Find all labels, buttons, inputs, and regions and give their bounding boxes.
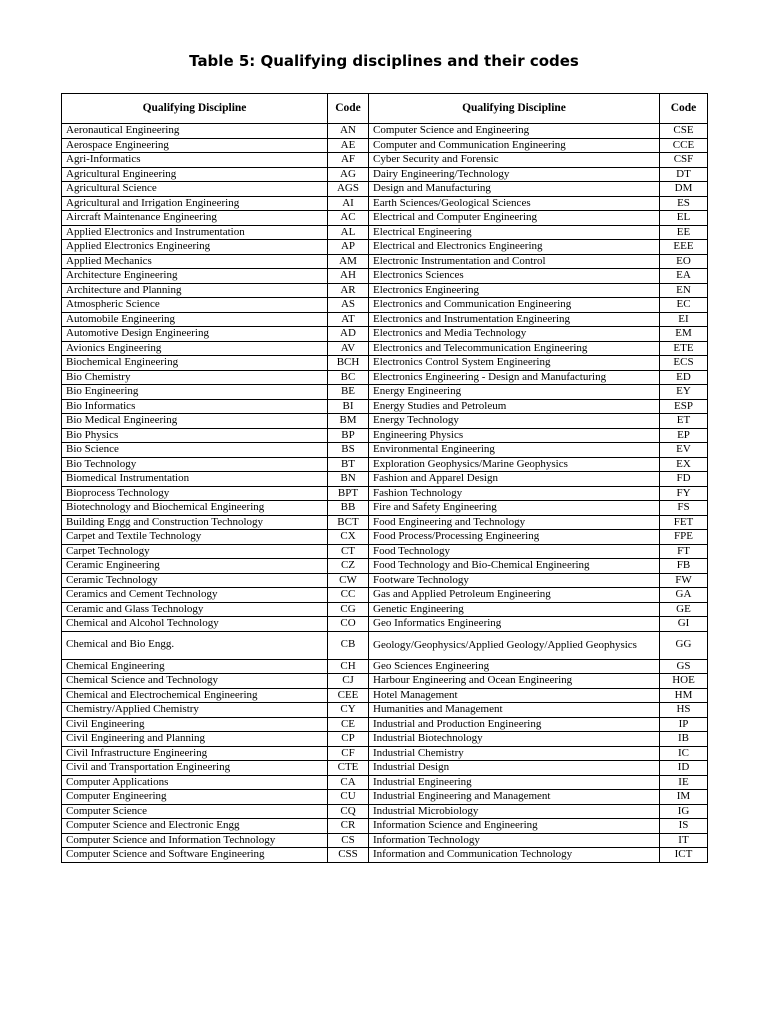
cell-code-left: CR [328, 819, 369, 834]
cell-discipline-right: Information Science and Engineering [369, 819, 660, 834]
cell-discipline-left: Aircraft Maintenance Engineering [62, 211, 328, 226]
cell-code-right: FW [660, 573, 708, 588]
table-row [62, 559, 708, 574]
cell-code-left: AGS [328, 182, 369, 197]
cell-discipline-left: Architecture Engineering [62, 269, 328, 284]
cell-code-left: BPT [328, 486, 369, 501]
table-row [62, 732, 708, 747]
cell-code-right: EE [660, 225, 708, 240]
cell-code-left: BCH [328, 356, 369, 371]
table-row [62, 312, 708, 327]
cell-code-right: FD [660, 472, 708, 487]
cell-discipline-left: Agricultural Science [62, 182, 328, 197]
cell-code-left: AG [328, 167, 369, 182]
cell-code-right: EN [660, 283, 708, 298]
cell-discipline-left: Civil Infrastructure Engineering [62, 746, 328, 761]
cell-code-right: HM [660, 688, 708, 703]
cell-discipline-left: Bio Technology [62, 457, 328, 472]
cell-discipline-left: Ceramic and Glass Technology [62, 602, 328, 617]
table-row [62, 182, 708, 197]
cell-discipline-right: Electronics Engineering - Design and Manufacturing [369, 370, 660, 385]
cell-code-right: EV [660, 443, 708, 458]
cell-discipline-left: Building Engg and Construction Technology [62, 515, 328, 530]
cell-discipline-left: Applied Electronics Engineering [62, 240, 328, 255]
table-row [62, 544, 708, 559]
cell-code-right: GI [660, 617, 708, 632]
table-row [62, 688, 708, 703]
cell-code-left: CW [328, 573, 369, 588]
cell-discipline-left: Bio Medical Engineering [62, 414, 328, 429]
cell-discipline-left: Ceramic Engineering [62, 559, 328, 574]
table-row [62, 833, 708, 848]
cell-code-right: ES [660, 196, 708, 211]
cell-code-left: AF [328, 153, 369, 168]
cell-code-right: FS [660, 501, 708, 516]
cell-code-right: GA [660, 588, 708, 603]
cell-discipline-left: Carpet Technology [62, 544, 328, 559]
table-row [62, 327, 708, 342]
cell-code-left: CY [328, 703, 369, 718]
cell-discipline-right: Footware Technology [369, 573, 660, 588]
cell-discipline-left: Civil Engineering and Planning [62, 732, 328, 747]
cell-code-right: EL [660, 211, 708, 226]
table-row [62, 298, 708, 313]
cell-code-right: FPE [660, 530, 708, 545]
cell-code-right: FT [660, 544, 708, 559]
cell-code-left: CU [328, 790, 369, 805]
table-row [62, 225, 708, 240]
cell-code-left: CQ [328, 804, 369, 819]
table-row [62, 761, 708, 776]
table-row [62, 775, 708, 790]
table-row [62, 385, 708, 400]
cell-discipline-left: Atmospheric Science [62, 298, 328, 313]
cell-discipline-right: Genetic Engineering [369, 602, 660, 617]
table-row [62, 804, 708, 819]
cell-discipline-right: Computer Science and Engineering [369, 124, 660, 139]
cell-discipline-right: Engineering Physics [369, 428, 660, 443]
cell-discipline-left: Ceramic Technology [62, 573, 328, 588]
cell-code-left: CJ [328, 674, 369, 689]
cell-discipline-left: Biotechnology and Biochemical Engineering [62, 501, 328, 516]
cell-discipline-right: Harbour Engineering and Ocean Engineering [369, 674, 660, 689]
cell-code-right: ETE [660, 341, 708, 356]
cell-discipline-right: Fire and Safety Engineering [369, 501, 660, 516]
cell-code-right: IC [660, 746, 708, 761]
cell-discipline-right: Humanities and Management [369, 703, 660, 718]
cell-discipline-left: Computer Science and Electronic Engg [62, 819, 328, 834]
cell-code-left: BM [328, 414, 369, 429]
cell-discipline-right: Electrical and Electronics Engineering [369, 240, 660, 255]
table-row [62, 530, 708, 545]
cell-code-right: IE [660, 775, 708, 790]
cell-discipline-left: Bio Science [62, 443, 328, 458]
cell-code-left: CT [328, 544, 369, 559]
cell-discipline-left: Agricultural and Irrigation Engineering [62, 196, 328, 211]
cell-code-right: ID [660, 761, 708, 776]
cell-code-right: FY [660, 486, 708, 501]
cell-discipline-right: Food Technology [369, 544, 660, 559]
cell-discipline-right: Cyber Security and Forensic [369, 153, 660, 168]
table-row [62, 848, 708, 863]
cell-discipline-left: Computer Science and Software Engineering [62, 848, 328, 863]
table-row [62, 356, 708, 371]
cell-discipline-right: Gas and Applied Petroleum Engineering [369, 588, 660, 603]
table-row [62, 703, 708, 718]
cell-discipline-right: Earth Sciences/Geological Sciences [369, 196, 660, 211]
cell-code-right: GS [660, 659, 708, 674]
cell-code-right: EX [660, 457, 708, 472]
cell-code-left: AR [328, 283, 369, 298]
cell-code-right: EO [660, 254, 708, 269]
disciplines-table [61, 93, 708, 863]
cell-code-right: DM [660, 182, 708, 197]
table-row [62, 254, 708, 269]
cell-discipline-right: Design and Manufacturing [369, 182, 660, 197]
cell-code-left: AC [328, 211, 369, 226]
cell-code-left: CTE [328, 761, 369, 776]
cell-code-left: BB [328, 501, 369, 516]
table-row [62, 573, 708, 588]
table-row [62, 486, 708, 501]
table-row [62, 746, 708, 761]
cell-discipline-right: Geology/Geophysics/Applied Geology/Applied Geophysics [369, 631, 660, 659]
cell-discipline-right: Electronic Instrumentation and Control [369, 254, 660, 269]
cell-code-right: ED [660, 370, 708, 385]
cell-discipline-left: Bioprocess Technology [62, 486, 328, 501]
cell-discipline-right: Geo Informatics Engineering [369, 617, 660, 632]
cell-code-left: CX [328, 530, 369, 545]
table-row [62, 138, 708, 153]
cell-code-left: CH [328, 659, 369, 674]
cell-code-right: IM [660, 790, 708, 805]
cell-discipline-right: Computer and Communication Engineering [369, 138, 660, 153]
cell-discipline-right: Fashion and Apparel Design [369, 472, 660, 487]
cell-discipline-left: Chemical Engineering [62, 659, 328, 674]
cell-code-right: IT [660, 833, 708, 848]
cell-code-right: DT [660, 167, 708, 182]
table-title: Table 5: Qualifying disciplines and their codes [189, 52, 579, 70]
cell-discipline-right: Electronics Engineering [369, 283, 660, 298]
table-row [62, 428, 708, 443]
cell-code-left: AH [328, 269, 369, 284]
table-row [62, 399, 708, 414]
table-row [62, 674, 708, 689]
cell-code-left: CZ [328, 559, 369, 574]
cell-discipline-right: Environmental Engineering [369, 443, 660, 458]
cell-discipline-left: Architecture and Planning [62, 283, 328, 298]
cell-code-right: EP [660, 428, 708, 443]
cell-discipline-left: Bio Chemistry [62, 370, 328, 385]
table-row [62, 124, 708, 139]
cell-code-left: BC [328, 370, 369, 385]
cell-code-left: BT [328, 457, 369, 472]
cell-code-right: EY [660, 385, 708, 400]
cell-code-right: EEE [660, 240, 708, 255]
cell-code-right: IB [660, 732, 708, 747]
cell-code-right: EA [660, 269, 708, 284]
cell-discipline-left: Applied Electronics and Instrumentation [62, 225, 328, 240]
cell-code-right: IP [660, 717, 708, 732]
cell-code-left: BN [328, 472, 369, 487]
cell-discipline-right: Food Technology and Bio-Chemical Engineering [369, 559, 660, 574]
cell-code-left: CC [328, 588, 369, 603]
cell-discipline-right: Food Engineering and Technology [369, 515, 660, 530]
cell-discipline-left: Computer Engineering [62, 790, 328, 805]
table-row [62, 370, 708, 385]
table-row [62, 414, 708, 429]
cell-code-left: CE [328, 717, 369, 732]
table-row [62, 196, 708, 211]
cell-discipline-right: Fashion Technology [369, 486, 660, 501]
cell-discipline-right: Industrial Design [369, 761, 660, 776]
cell-code-right: ECS [660, 356, 708, 371]
cell-discipline-right: Geo Sciences Engineering [369, 659, 660, 674]
cell-discipline-right: Information Technology [369, 833, 660, 848]
cell-code-left: CA [328, 775, 369, 790]
table-row [62, 153, 708, 168]
cell-code-left: CEE [328, 688, 369, 703]
cell-discipline-right: Dairy Engineering/Technology [369, 167, 660, 182]
cell-code-left: AM [328, 254, 369, 269]
cell-discipline-left: Bio Physics [62, 428, 328, 443]
cell-discipline-right: Information and Communication Technology [369, 848, 660, 863]
cell-code-left: CF [328, 746, 369, 761]
cell-discipline-left: Agri-Informatics [62, 153, 328, 168]
cell-discipline-left: Aeronautical Engineering [62, 124, 328, 139]
cell-discipline-left: Biomedical Instrumentation [62, 472, 328, 487]
cell-code-left: CSS [328, 848, 369, 863]
cell-discipline-right: Energy Technology [369, 414, 660, 429]
header-code-left: Code [328, 94, 369, 124]
cell-discipline-right: Food Process/Processing Engineering [369, 530, 660, 545]
cell-code-left: BCT [328, 515, 369, 530]
cell-discipline-right: Industrial Chemistry [369, 746, 660, 761]
cell-code-right: ET [660, 414, 708, 429]
cell-code-right: ESP [660, 399, 708, 414]
cell-discipline-left: Bio Informatics [62, 399, 328, 414]
header-discipline-right: Qualifying Discipline [369, 94, 660, 124]
cell-code-right: IS [660, 819, 708, 834]
cell-discipline-left: Bio Engineering [62, 385, 328, 400]
cell-discipline-right: Electronics and Instrumentation Engineering [369, 312, 660, 327]
table-row [62, 819, 708, 834]
cell-code-left: AD [328, 327, 369, 342]
cell-discipline-left: Chemical and Electrochemical Engineering [62, 688, 328, 703]
table-row [62, 240, 708, 255]
cell-code-left: BS [328, 443, 369, 458]
table-row [62, 341, 708, 356]
cell-discipline-left: Civil Engineering [62, 717, 328, 732]
cell-code-left: CP [328, 732, 369, 747]
cell-discipline-right: Electronics Sciences [369, 269, 660, 284]
cell-discipline-right: Exploration Geophysics/Marine Geophysics [369, 457, 660, 472]
cell-code-right: CSF [660, 153, 708, 168]
cell-code-left: AV [328, 341, 369, 356]
cell-code-left: AP [328, 240, 369, 255]
cell-code-right: ICT [660, 848, 708, 863]
cell-code-right: CCE [660, 138, 708, 153]
cell-code-right: EM [660, 327, 708, 342]
cell-discipline-right: Energy Studies and Petroleum [369, 399, 660, 414]
cell-discipline-left: Civil and Transportation Engineering [62, 761, 328, 776]
cell-discipline-left: Automotive Design Engineering [62, 327, 328, 342]
cell-code-right: GG [660, 631, 708, 659]
cell-discipline-left: Avionics Engineering [62, 341, 328, 356]
cell-code-left: CS [328, 833, 369, 848]
cell-code-left: AS [328, 298, 369, 313]
cell-discipline-right: Industrial Microbiology [369, 804, 660, 819]
cell-code-left: AE [328, 138, 369, 153]
cell-code-right: IG [660, 804, 708, 819]
cell-code-right: EC [660, 298, 708, 313]
cell-code-left: BE [328, 385, 369, 400]
table-row [62, 631, 708, 659]
table-row [62, 211, 708, 226]
cell-code-left: CB [328, 631, 369, 659]
table-row [62, 588, 708, 603]
cell-code-left: AT [328, 312, 369, 327]
cell-discipline-left: Carpet and Textile Technology [62, 530, 328, 545]
cell-discipline-left: Computer Applications [62, 775, 328, 790]
cell-code-right: FB [660, 559, 708, 574]
cell-code-left: CO [328, 617, 369, 632]
cell-discipline-left: Computer Science and Information Technology [62, 833, 328, 848]
cell-code-right: EI [660, 312, 708, 327]
table-row [62, 443, 708, 458]
cell-code-right: CSE [660, 124, 708, 139]
table-row [62, 269, 708, 284]
cell-discipline-left: Aerospace Engineering [62, 138, 328, 153]
cell-discipline-left: Chemical and Alcohol Technology [62, 617, 328, 632]
cell-code-left: BI [328, 399, 369, 414]
cell-code-right: FET [660, 515, 708, 530]
cell-discipline-right: Electronics and Media Technology [369, 327, 660, 342]
cell-discipline-right: Electrical Engineering [369, 225, 660, 240]
table-row [62, 617, 708, 632]
cell-discipline-right: Electronics and Communication Engineering [369, 298, 660, 313]
cell-discipline-right: Electronics and Telecommunication Engineering [369, 341, 660, 356]
table-row [62, 283, 708, 298]
cell-discipline-left: Chemical Science and Technology [62, 674, 328, 689]
cell-code-right: HS [660, 703, 708, 718]
cell-discipline-left: Chemical and Bio Engg. [62, 631, 328, 659]
cell-code-right: HOE [660, 674, 708, 689]
header-code-right: Code [660, 94, 708, 124]
table-row [62, 472, 708, 487]
cell-discipline-right: Industrial Engineering and Management [369, 790, 660, 805]
cell-discipline-left: Applied Mechanics [62, 254, 328, 269]
cell-discipline-right: Industrial Engineering [369, 775, 660, 790]
cell-discipline-left: Automobile Engineering [62, 312, 328, 327]
table-row [62, 501, 708, 516]
cell-discipline-right: Industrial and Production Engineering [369, 717, 660, 732]
cell-discipline-right: Energy Engineering [369, 385, 660, 400]
cell-code-left: CG [328, 602, 369, 617]
header-discipline-left: Qualifying Discipline [62, 94, 328, 124]
cell-discipline-right: Industrial Biotechnology [369, 732, 660, 747]
cell-code-left: AN [328, 124, 369, 139]
table-row [62, 602, 708, 617]
table-row [62, 717, 708, 732]
table-row [62, 167, 708, 182]
cell-discipline-right: Hotel Management [369, 688, 660, 703]
table-row [62, 790, 708, 805]
cell-discipline-left: Biochemical Engineering [62, 356, 328, 371]
cell-code-left: AI [328, 196, 369, 211]
cell-discipline-left: Computer Science [62, 804, 328, 819]
cell-code-left: BP [328, 428, 369, 443]
cell-discipline-left: Chemistry/Applied Chemistry [62, 703, 328, 718]
cell-discipline-right: Electrical and Computer Engineering [369, 211, 660, 226]
table-body [62, 124, 708, 863]
cell-discipline-left: Ceramics and Cement Technology [62, 588, 328, 603]
cell-discipline-left: Agricultural Engineering [62, 167, 328, 182]
table-header-row [62, 94, 708, 124]
table-row [62, 457, 708, 472]
table-row [62, 659, 708, 674]
cell-code-left: AL [328, 225, 369, 240]
cell-code-right: GE [660, 602, 708, 617]
table-row [62, 515, 708, 530]
cell-discipline-right: Electronics Control System Engineering [369, 356, 660, 371]
